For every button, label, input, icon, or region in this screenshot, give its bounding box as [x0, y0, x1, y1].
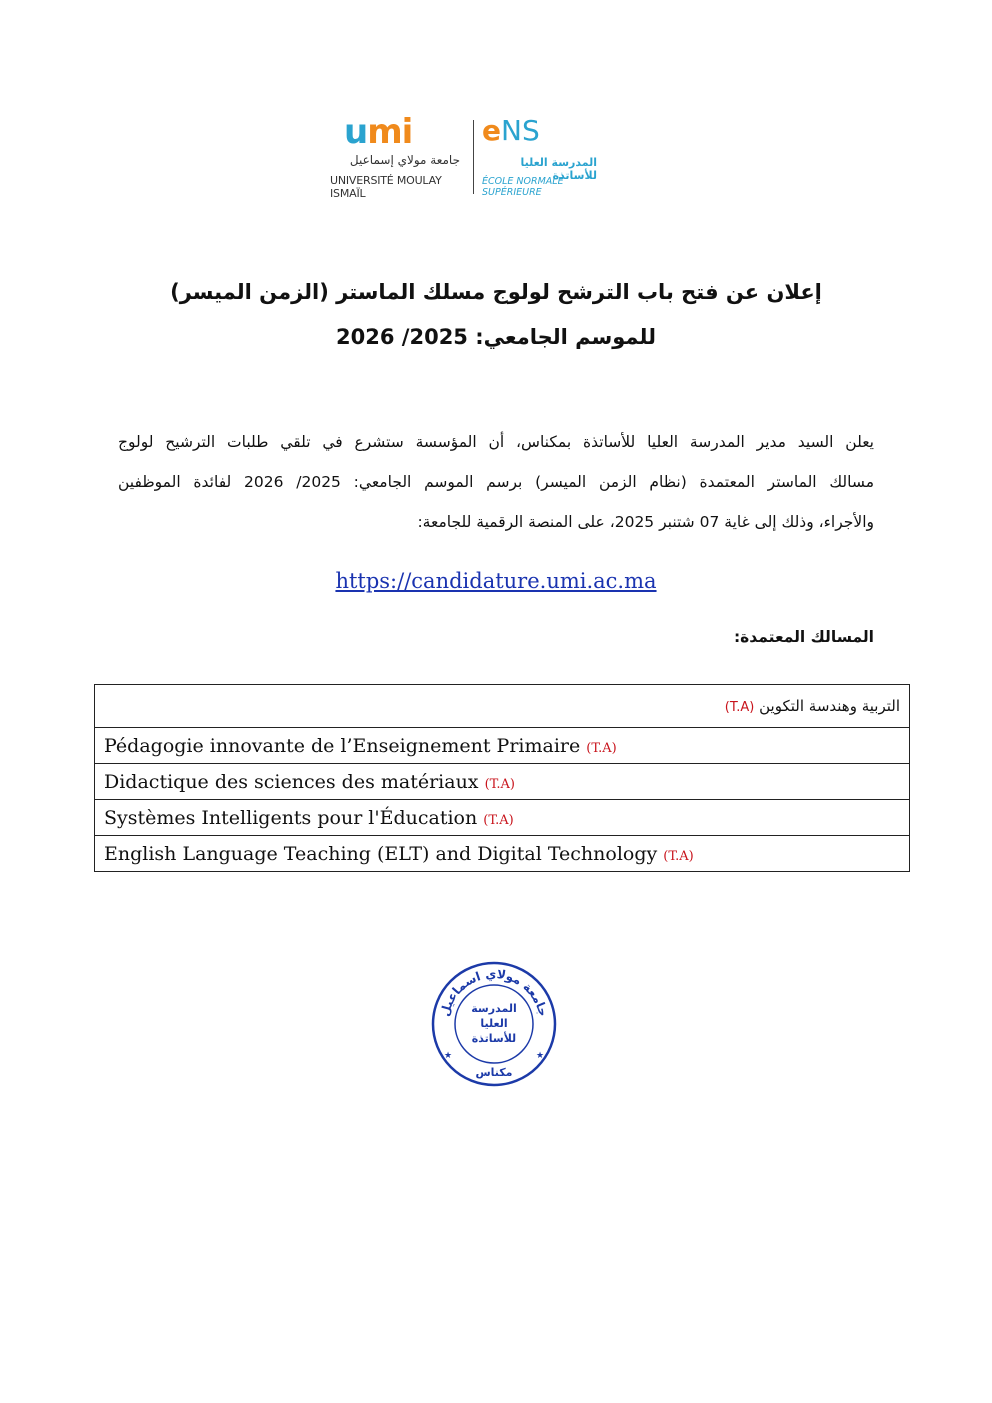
ens-arabic-name: المدرسة العليا للأساتذة [520, 156, 597, 182]
track-tag: (T.A) [663, 848, 694, 864]
umi-arabic-name: جامعة مولاي إسماعيل [349, 153, 460, 167]
track-name: Pédagogie innovante de l’Enseignement Primaire [104, 734, 581, 757]
track-cell [95, 764, 910, 800]
track-tag: (T.A) [483, 812, 514, 828]
track-cell [95, 836, 910, 872]
track-cell [95, 685, 910, 728]
table-row [95, 685, 910, 728]
star-icon: ★ [536, 1051, 545, 1061]
stamp-bottom-text: مكناس [475, 1066, 513, 1079]
candidature-link[interactable]: https://candidature.umi.ac.ma [335, 569, 657, 593]
track-tag: (T.A) [484, 776, 516, 792]
track-tag: (T.A) [724, 700, 755, 715]
umi-wordmark: umi [344, 112, 413, 152]
stamp-center-line1: المدرسة [471, 1002, 517, 1015]
stamp-center-line3: للأساتذة [471, 1032, 517, 1045]
table-row [95, 728, 910, 764]
stamp-graphic [430, 960, 558, 1088]
table-row [95, 800, 910, 836]
track-name: Systèmes Intelligents pour l'Éducation [104, 806, 478, 829]
official-stamp [430, 960, 558, 1088]
stamp-center-line2: العليا [480, 1017, 508, 1030]
table-row [95, 764, 910, 800]
logo-divider [473, 120, 474, 194]
ens-wordmark: eNS [482, 114, 540, 147]
umi-french-name: UNIVERSITÉ MOULAY ISMAÏL [330, 174, 442, 200]
body-line-1: يعلن السيد مدير المدرسة العليا للأساتذة بمكناس، أن المؤسسة ستشرع في تلقي طلبات الترشيح لولوج [118, 433, 874, 451]
table-row [95, 836, 910, 872]
body-line-3: والأجراء، وذلك إلى غاية 07 شتنبر 2025، على المنصة الرقمية للجامعة: [417, 513, 874, 531]
ens-french-name: ÉCOLE NORMALE SUPÉRIEURE [482, 176, 564, 198]
track-cell [95, 728, 910, 764]
track-name: التربية وهندسة التكوين [759, 697, 900, 715]
stamp-ring-text: جامعة مولاي اسماعيل [437, 966, 551, 1018]
announcement-title: إعلان عن فتح باب الترشح لولوج مسلك الماستر (الزمن الميسر) [170, 280, 822, 304]
track-tag: (T.A) [586, 740, 617, 756]
academic-year-title: للموسم الجامعي: 2025/ 2026 [336, 325, 656, 349]
tracks-heading: المسالك المعتمدة: [733, 628, 874, 646]
track-name: Didactique des sciences des matériaux [104, 770, 479, 793]
header-logos [330, 112, 660, 202]
body-line-2: مسالك الماستر المعتمدة (نظام الزمن الميسر) برسم الموسم الجامعي: 2025/ 2026 لفائدة الموظفين [118, 473, 874, 491]
track-cell [95, 800, 910, 836]
announcement-body [118, 422, 874, 542]
umi-logo [330, 112, 460, 202]
tracks-table [94, 684, 910, 872]
track-name: English Language Teaching (ELT) and Digital Technology [104, 842, 658, 865]
ens-logo [482, 112, 612, 202]
star-icon: ★ [444, 1051, 453, 1061]
